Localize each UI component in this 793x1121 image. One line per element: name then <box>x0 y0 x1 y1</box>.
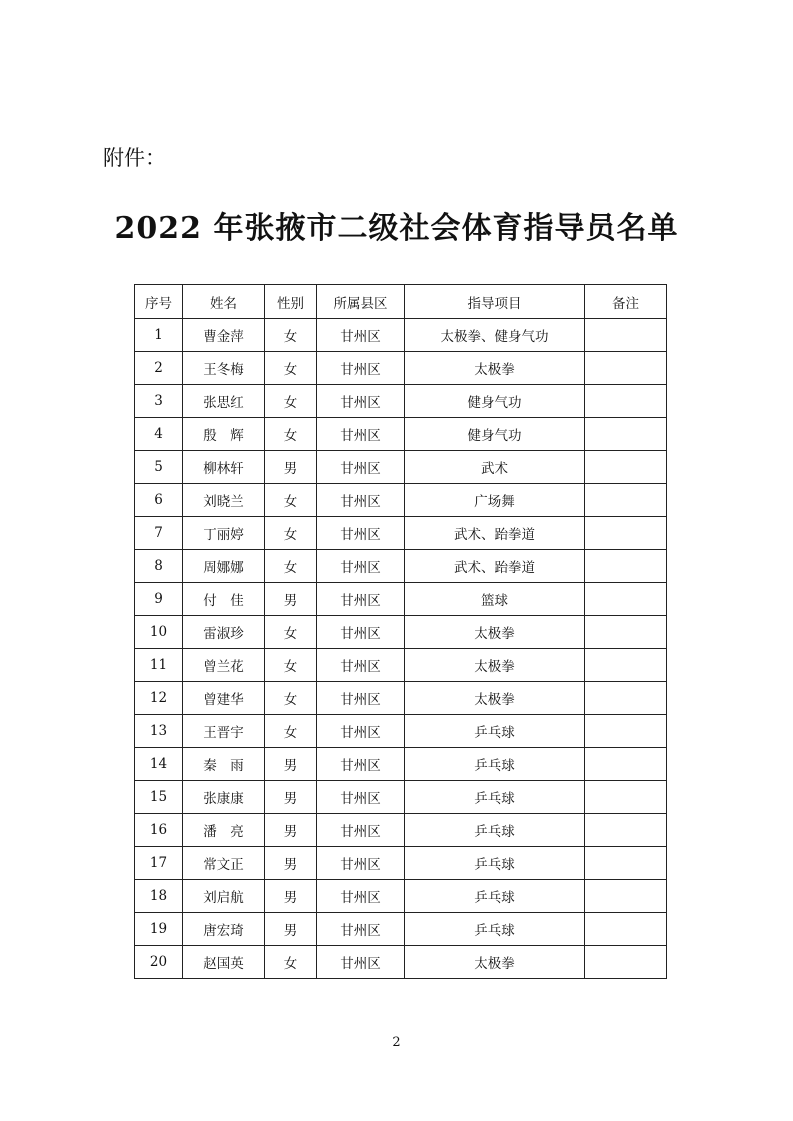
cell-county: 甘州区 <box>317 913 405 946</box>
table-row <box>135 715 667 748</box>
cell-county: 甘州区 <box>317 946 405 979</box>
cell-remarks <box>585 451 667 484</box>
cell-gender: 女 <box>265 484 317 517</box>
page-number: 2 <box>392 1035 401 1050</box>
cell-name: 曾建华 <box>183 682 265 715</box>
table-header-row <box>135 285 667 319</box>
cell-index: 9 <box>135 583 183 616</box>
table-row <box>135 484 667 517</box>
cell-name: 刘晓兰 <box>183 484 265 517</box>
cell-project: 广场舞 <box>405 484 585 517</box>
header-project: 指导项目 <box>405 285 585 319</box>
cell-gender: 女 <box>265 319 317 352</box>
cell-project: 乒乓球 <box>405 880 585 913</box>
cell-gender: 男 <box>265 583 317 616</box>
table-row <box>135 781 667 814</box>
cell-project: 太极拳 <box>405 616 585 649</box>
cell-name: 王冬梅 <box>183 352 265 385</box>
cell-gender: 男 <box>265 880 317 913</box>
cell-name: 殷 辉 <box>183 418 265 451</box>
cell-name: 王晋宇 <box>183 715 265 748</box>
header-index: 序号 <box>135 285 183 319</box>
cell-gender: 女 <box>265 517 317 550</box>
cell-county: 甘州区 <box>317 880 405 913</box>
cell-remarks <box>585 781 667 814</box>
cell-project: 乒乓球 <box>405 913 585 946</box>
cell-county: 甘州区 <box>317 682 405 715</box>
cell-index: 19 <box>135 913 183 946</box>
cell-remarks <box>585 682 667 715</box>
instructor-table <box>134 284 667 979</box>
cell-index: 16 <box>135 814 183 847</box>
cell-index: 6 <box>135 484 183 517</box>
table-row <box>135 748 667 781</box>
cell-county: 甘州区 <box>317 352 405 385</box>
cell-county: 甘州区 <box>317 583 405 616</box>
cell-gender: 女 <box>265 418 317 451</box>
cell-gender: 男 <box>265 814 317 847</box>
cell-index: 15 <box>135 781 183 814</box>
table-row <box>135 418 667 451</box>
cell-name: 周娜娜 <box>183 550 265 583</box>
cell-remarks <box>585 748 667 781</box>
cell-county: 甘州区 <box>317 715 405 748</box>
cell-gender: 女 <box>265 550 317 583</box>
cell-remarks <box>585 385 667 418</box>
table-row <box>135 847 667 880</box>
cell-project: 太极拳 <box>405 946 585 979</box>
document-title: 2022 年张掖市二级社会体育指导员名单 <box>114 211 679 246</box>
cell-county: 甘州区 <box>317 418 405 451</box>
cell-remarks <box>585 319 667 352</box>
cell-remarks <box>585 880 667 913</box>
cell-index: 13 <box>135 715 183 748</box>
table-row <box>135 451 667 484</box>
cell-project: 篮球 <box>405 583 585 616</box>
cell-project: 武术 <box>405 451 585 484</box>
cell-project: 乒乓球 <box>405 748 585 781</box>
cell-index: 12 <box>135 682 183 715</box>
cell-name: 刘启航 <box>183 880 265 913</box>
cell-county: 甘州区 <box>317 814 405 847</box>
cell-project: 健身气功 <box>405 418 585 451</box>
cell-gender: 女 <box>265 715 317 748</box>
cell-name: 赵国英 <box>183 946 265 979</box>
attachment-label: 附件： <box>103 146 166 170</box>
cell-remarks <box>585 352 667 385</box>
cell-gender: 男 <box>265 913 317 946</box>
cell-gender: 男 <box>265 847 317 880</box>
cell-name: 潘 亮 <box>183 814 265 847</box>
cell-gender: 女 <box>265 682 317 715</box>
cell-gender: 男 <box>265 781 317 814</box>
header-gender: 性别 <box>265 285 317 319</box>
cell-index: 5 <box>135 451 183 484</box>
table-row <box>135 352 667 385</box>
cell-name: 常文正 <box>183 847 265 880</box>
cell-gender: 女 <box>265 385 317 418</box>
cell-remarks <box>585 649 667 682</box>
cell-county: 甘州区 <box>317 517 405 550</box>
cell-project: 乒乓球 <box>405 781 585 814</box>
cell-project: 健身气功 <box>405 385 585 418</box>
table-body <box>135 319 667 979</box>
cell-project: 太极拳 <box>405 649 585 682</box>
table-row <box>135 946 667 979</box>
cell-index: 18 <box>135 880 183 913</box>
cell-gender: 女 <box>265 352 317 385</box>
header-name: 姓名 <box>183 285 265 319</box>
cell-name: 柳林轩 <box>183 451 265 484</box>
cell-county: 甘州区 <box>317 748 405 781</box>
cell-county: 甘州区 <box>317 451 405 484</box>
cell-name: 丁丽婷 <box>183 517 265 550</box>
table-row <box>135 880 667 913</box>
table-row <box>135 385 667 418</box>
cell-index: 3 <box>135 385 183 418</box>
cell-county: 甘州区 <box>317 319 405 352</box>
cell-name: 唐宏琦 <box>183 913 265 946</box>
header-remarks: 备注 <box>585 285 667 319</box>
cell-project: 太极拳 <box>405 682 585 715</box>
cell-name: 雷淑珍 <box>183 616 265 649</box>
cell-remarks <box>585 847 667 880</box>
cell-index: 1 <box>135 319 183 352</box>
cell-county: 甘州区 <box>317 484 405 517</box>
cell-name: 张康康 <box>183 781 265 814</box>
cell-gender: 男 <box>265 748 317 781</box>
cell-county: 甘州区 <box>317 649 405 682</box>
cell-index: 10 <box>135 616 183 649</box>
header-county: 所属县区 <box>317 285 405 319</box>
cell-project: 武术、跆拳道 <box>405 550 585 583</box>
cell-gender: 女 <box>265 616 317 649</box>
cell-county: 甘州区 <box>317 616 405 649</box>
cell-project: 乒乓球 <box>405 814 585 847</box>
cell-index: 20 <box>135 946 183 979</box>
table-row <box>135 682 667 715</box>
cell-project: 乒乓球 <box>405 847 585 880</box>
cell-project: 太极拳 <box>405 352 585 385</box>
cell-county: 甘州区 <box>317 781 405 814</box>
cell-county: 甘州区 <box>317 847 405 880</box>
table-row <box>135 649 667 682</box>
cell-county: 甘州区 <box>317 385 405 418</box>
table-row <box>135 913 667 946</box>
cell-project: 太极拳、健身气功 <box>405 319 585 352</box>
cell-gender: 女 <box>265 649 317 682</box>
cell-remarks <box>585 913 667 946</box>
cell-name: 曹金萍 <box>183 319 265 352</box>
cell-gender: 女 <box>265 946 317 979</box>
cell-index: 17 <box>135 847 183 880</box>
cell-index: 11 <box>135 649 183 682</box>
cell-project: 乒乓球 <box>405 715 585 748</box>
cell-remarks <box>585 583 667 616</box>
table-row <box>135 517 667 550</box>
cell-index: 8 <box>135 550 183 583</box>
cell-name: 张思红 <box>183 385 265 418</box>
cell-remarks <box>585 946 667 979</box>
table-row <box>135 583 667 616</box>
cell-name: 秦 雨 <box>183 748 265 781</box>
cell-gender: 男 <box>265 451 317 484</box>
cell-name: 付 佳 <box>183 583 265 616</box>
table-row <box>135 319 667 352</box>
cell-project: 武术、跆拳道 <box>405 517 585 550</box>
table-row <box>135 616 667 649</box>
cell-remarks <box>585 550 667 583</box>
cell-remarks <box>585 814 667 847</box>
cell-index: 4 <box>135 418 183 451</box>
cell-remarks <box>585 418 667 451</box>
cell-index: 7 <box>135 517 183 550</box>
table-row <box>135 814 667 847</box>
cell-name: 曾兰花 <box>183 649 265 682</box>
cell-index: 2 <box>135 352 183 385</box>
cell-remarks <box>585 484 667 517</box>
cell-remarks <box>585 715 667 748</box>
cell-remarks <box>585 517 667 550</box>
cell-remarks <box>585 616 667 649</box>
cell-county: 甘州区 <box>317 550 405 583</box>
cell-index: 14 <box>135 748 183 781</box>
table-row <box>135 550 667 583</box>
